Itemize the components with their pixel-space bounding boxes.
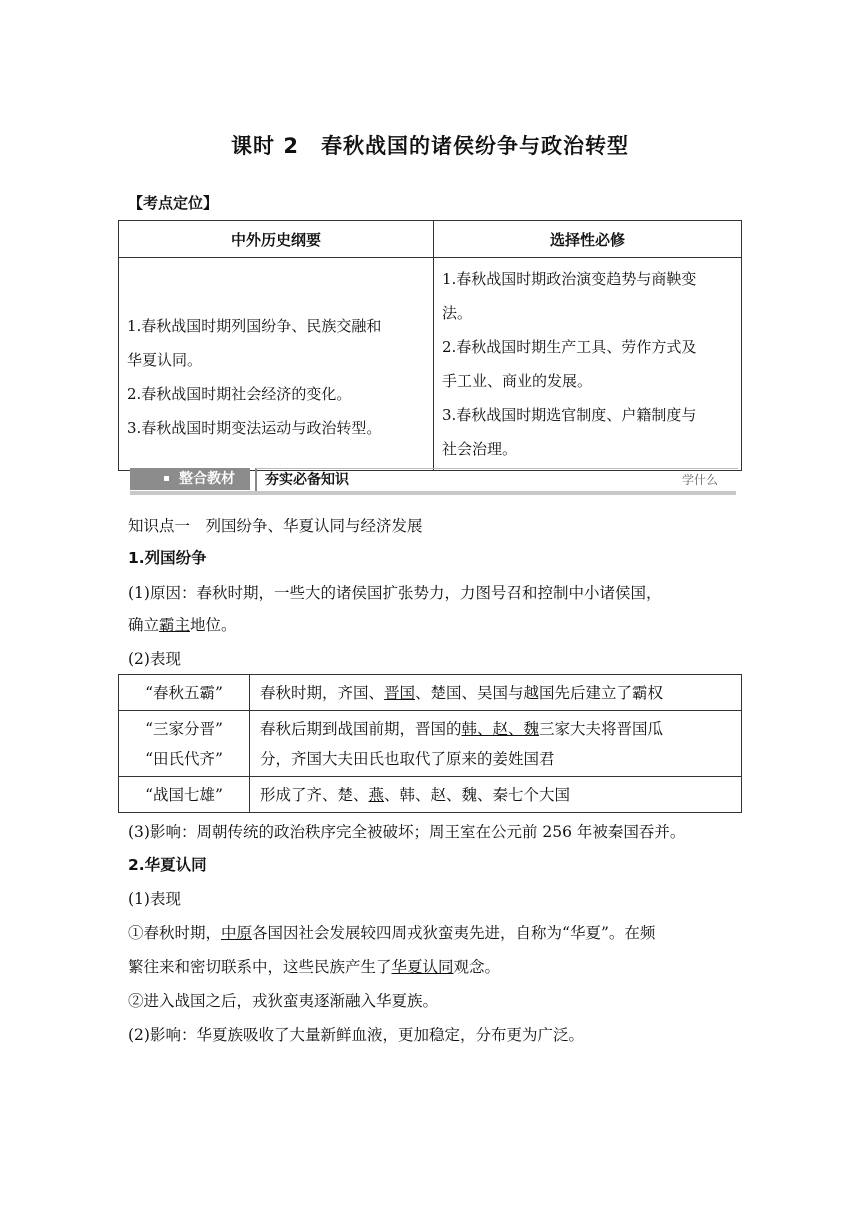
table-row [119, 711, 742, 777]
cell-gangyao [119, 258, 434, 471]
label-line: “田氏代齐” [145, 749, 223, 768]
list-item: 1.春秋战国时期政治演变趋势与商鞅变 [442, 270, 697, 288]
header-gangyao: 中外历史纲要 [119, 221, 434, 258]
list-item: 2.春秋战国时期生产工具、劳作方式及 [442, 338, 697, 356]
header-bixiu: 选择性必修 [434, 221, 742, 258]
banner-tag-label: 整合教材 [179, 471, 235, 487]
list-item: 社会治理。 [442, 440, 518, 458]
list-item: 2.春秋战国时期社会经济的变化。 [127, 385, 352, 403]
square-bullet-icon [164, 476, 169, 481]
paragraph-line: ②进入战国之后，戎狄蛮夷逐渐融入华夏族。 [128, 992, 439, 1010]
table-row [119, 258, 742, 471]
banner-title-box [255, 468, 738, 491]
table-cell-content: 春秋时期，齐国、晋国、楚国、吴国与越国先后建立了霸权 [250, 675, 742, 711]
paragraph-line: 确立霸主地位。 [128, 616, 237, 634]
table-header-row [119, 221, 742, 258]
paragraph-line: (1)表现 [128, 890, 181, 908]
list-item: 3.春秋战国时期变法运动与政治转型。 [127, 419, 382, 437]
paragraph-line: (2)表现 [128, 650, 181, 668]
table-row [119, 675, 742, 711]
paragraph-line: ①春秋时期，中原各国因社会发展较四周戎狄蛮夷先进，自称为“华夏”。在频 [128, 924, 656, 942]
content-line: 分，齐国大夫田氏也取代了原来的姜姓国君 [260, 749, 555, 768]
table-cell-content: 春秋后期到战国前期，晋国的韩、赵、魏三家大夫将晋国瓜 分，齐国大夫田氏也取代了原来的姜姓国君 [250, 711, 742, 777]
banner-tag [130, 468, 250, 490]
underlined-term: 燕 [368, 785, 385, 804]
section-banner [130, 467, 736, 495]
cell-bixiu [434, 258, 742, 471]
banner-subtitle: 学什么 [681, 473, 718, 487]
subheading-lieguo: 1.列国纷争 [128, 549, 207, 567]
label-line: “三家分晋” [145, 719, 223, 738]
table-cell-label [119, 711, 250, 777]
subheading-huaxia: 2.华夏认同 [128, 856, 207, 874]
underlined-term: 韩、赵、魏 [461, 719, 540, 738]
section-label-kaodian: 【考点定位】 [128, 194, 219, 212]
list-item: 手工业、商业的发展。 [442, 372, 593, 390]
list-item: 法。 [442, 304, 473, 322]
table-cell-label: “战国七雄” [119, 777, 250, 813]
paragraph-line: 繁往来和密切联系中，这些民族产生了华夏认同观念。 [128, 958, 501, 976]
list-item: 3.春秋战国时期选官制度、户籍制度与 [442, 406, 697, 424]
list-item: 1.春秋战国时期列国纷争、民族交融和 [127, 317, 382, 335]
biaoxian-table [118, 674, 742, 813]
list-item: 华夏认同。 [127, 351, 203, 369]
banner-title: 夯实必备知识 [265, 472, 349, 488]
underlined-term: 霸主 [159, 616, 191, 634]
table-row [119, 777, 742, 813]
banner-underline [130, 491, 736, 495]
underlined-term: 晋国 [384, 683, 416, 702]
paragraph-line: (3)影响：周朝传统的政治秩序完全被破坏；周王室在公元前 256 年被秦国吞并。 [128, 823, 686, 841]
page-title: 课时 2 春秋战国的诸侯纷争与政治转型 [231, 134, 629, 158]
paragraph-line: (2)影响：华夏族吸收了大量新鲜血液，更加稳定，分布更为广泛。 [128, 1026, 584, 1044]
underlined-term: 华夏认同 [391, 958, 454, 976]
knowledge-point-heading: 知识点一 列国纷争、华夏认同与经济发展 [128, 517, 423, 535]
paragraph-line: (1)原因：春秋时期，一些大的诸侯国扩张势力，力图号召和控制中小诸侯国， [128, 584, 662, 602]
curriculum-table [118, 220, 742, 471]
table-cell-content: 形成了齐、楚、燕、韩、赵、魏、秦七个大国 [250, 777, 742, 813]
table-cell-label: “春秋五霸” [119, 675, 250, 711]
underlined-term: 中原 [221, 924, 253, 942]
